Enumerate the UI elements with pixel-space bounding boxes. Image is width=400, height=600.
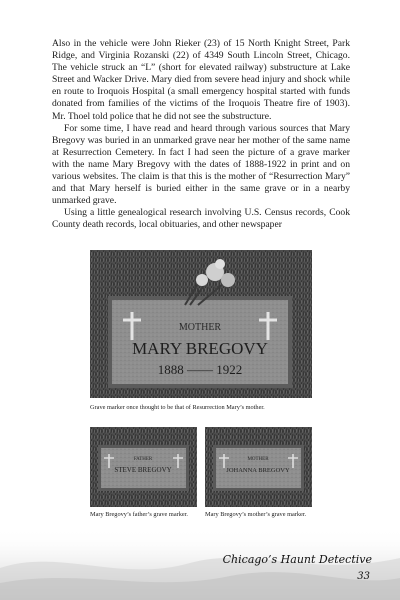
page-number: 33 <box>357 571 370 582</box>
marker-dates: 1888 —— 1922 <box>157 362 243 377</box>
main-photo-caption: Grave marker once thought to be that of Resurrection Mary’s mother. <box>90 404 265 411</box>
marker-name: MARY BREGOVY <box>132 339 268 358</box>
marker-word: FATHER <box>133 457 153 462</box>
running-footer-title: Chicago’s Haunt Detective <box>222 553 372 566</box>
marker-word: MOTHER <box>247 457 269 462</box>
paragraph: For some time, I have read and heard through various sources that Mary Bregovy was buried in an unmarked grave near her mother of the same name at Resurrection Cemetery. In fact I had seen the picture of a grave marker with the name Mary Bregovy with the dates of 1888-1922 in print and on various websites. The claim is that this is the mother of “Resurrection Mary” and that Mary herself is buried either in the same grave or in a nearby unmarked grave. <box>52 122 350 207</box>
paragraph: Using a little genealogical research involving U.S. Census records, Cook County death records, local obituaries, and other newspaper <box>52 207 350 231</box>
grave-marker-photo <box>90 250 312 398</box>
paragraph: Also in the vehicle were John Rieker (23) of 15 North Knight Street, Park Ridge, and Virginia Rozanski (22) of 4349 South Lincoln Street, Chicago. The vehicle struck an “L” (short for elevated railway) substructure at Lake Street and Wacker Drive. Mary died from severe head injury and shock while en route to Iroquois Hospital (a small emergency hospital started with funds donated from families of the victims of the Iroquois Theatre fire of 1903). Mr. Thoel told police that he did not see the substructure. <box>52 38 350 122</box>
father-grave-photo <box>90 427 197 507</box>
marker-name: JOHANNA BREGOVY <box>226 467 290 474</box>
father-photo-caption: Mary Bregovy’s father’s grave marker. <box>90 511 188 518</box>
mother-photo-caption: Mary Bregovy’s mother’s grave marker. <box>205 511 307 518</box>
marker-name: STEVE BREGOVY <box>114 466 172 474</box>
body-text <box>52 38 350 232</box>
mother-grave-photo <box>205 427 312 507</box>
marker-word: MOTHER <box>178 322 222 333</box>
